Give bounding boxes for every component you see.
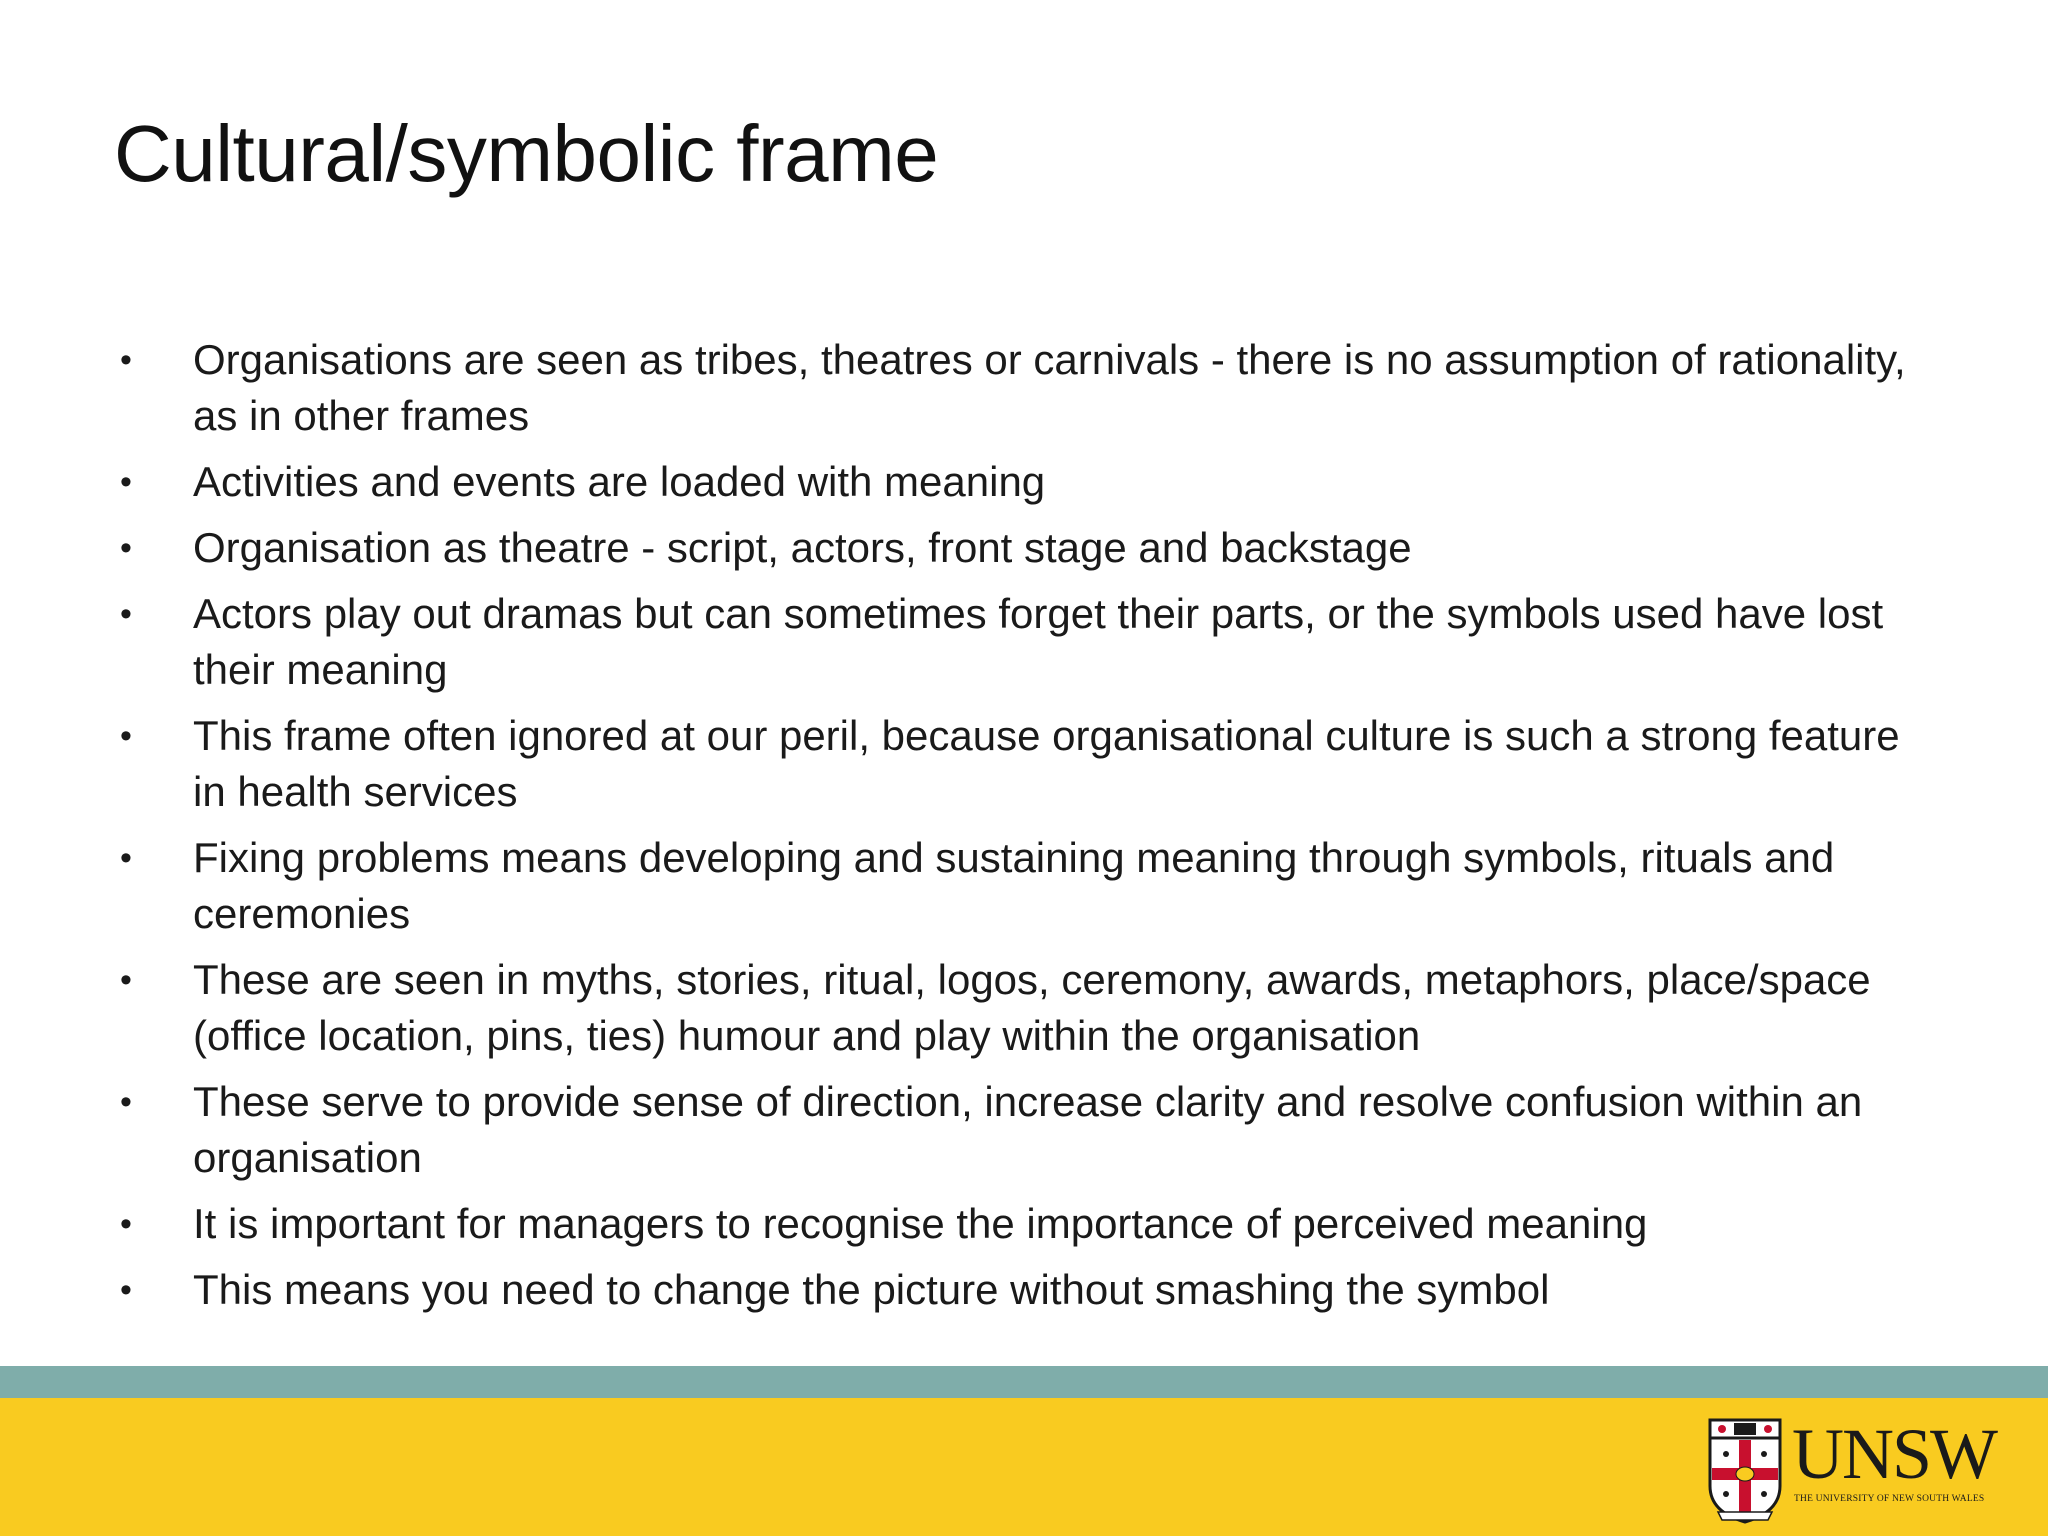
list-item xyxy=(114,454,1914,510)
list-item xyxy=(114,1196,1914,1252)
list-item xyxy=(114,830,1914,942)
bullet-text: It is important for managers to recognise the importance of perceived meaning xyxy=(193,1200,1648,1247)
bullet-text: These are seen in myths, stories, ritual, logos, ceremony, awards, metaphors, place/space (office location, pins, ties) humour and play within the organisation xyxy=(193,956,1871,1059)
list-item xyxy=(114,1074,1914,1186)
bullet-icon: • xyxy=(120,717,132,755)
bullet-icon: • xyxy=(120,529,132,567)
list-item xyxy=(114,952,1914,1064)
unsw-subline: THE UNIVERSITY OF NEW SOUTH WALES xyxy=(1794,1494,1985,1504)
bullet-icon: • xyxy=(120,961,132,999)
bullet-text: This frame often ignored at our peril, because organisational culture is such a strong feature in health services xyxy=(193,712,1900,815)
bullet-text: These serve to provide sense of direction, increase clarity and resolve confusion within an organisation xyxy=(193,1078,1863,1181)
list-item xyxy=(114,708,1914,820)
bullet-text: This means you need to change the picture without smashing the symbol xyxy=(193,1266,1550,1313)
bullet-list xyxy=(114,332,1914,1328)
bullet-text: Organisations are seen as tribes, theatres or carnivals - there is no assumption of rationality, as in other frames xyxy=(193,336,1906,439)
bullet-icon: • xyxy=(120,1271,132,1309)
unsw-wordmark: UNSW xyxy=(1792,1414,1996,1494)
bullet-icon: • xyxy=(120,1083,132,1121)
bullet-text: Organisation as theatre - script, actors, front stage and backstage xyxy=(193,524,1412,571)
list-item xyxy=(114,332,1914,444)
bullet-icon: • xyxy=(120,839,132,877)
unsw-crest-icon xyxy=(1706,1416,1784,1524)
bullet-icon: • xyxy=(120,463,132,501)
unsw-logo xyxy=(1706,1412,2006,1528)
slide-title: Cultural/symbolic frame xyxy=(114,109,939,198)
bullet-text: Fixing problems means developing and sustaining meaning through symbols, rituals and ceremonies xyxy=(193,834,1835,937)
list-item xyxy=(114,586,1914,698)
bullet-text: Activities and events are loaded with meaning xyxy=(193,458,1046,505)
list-item xyxy=(114,1262,1914,1318)
footer-teal-stripe xyxy=(0,1366,2048,1398)
list-item xyxy=(114,520,1914,576)
bullet-text: Actors play out dramas but can sometimes forget their parts, or the symbols used have lost their meaning xyxy=(193,590,1884,693)
bullet-icon: • xyxy=(120,1205,132,1243)
bullet-icon: • xyxy=(120,341,132,379)
bullet-icon: • xyxy=(120,595,132,633)
